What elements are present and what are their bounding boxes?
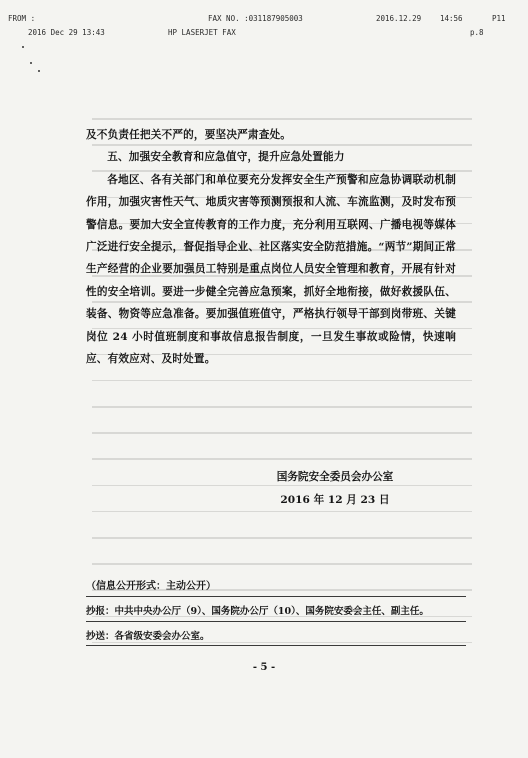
send-recipients: 各省级安委会办公室。 xyxy=(114,631,210,642)
send-line xyxy=(86,628,466,642)
cc-label: 抄报： xyxy=(86,606,115,617)
signature-date: 2016 年 12 月 23 日 xyxy=(280,494,390,506)
scan-speck xyxy=(38,70,40,72)
scan-speck xyxy=(22,46,24,48)
fax-page-code: P11 xyxy=(492,14,506,23)
fax-header-line-2 xyxy=(8,28,518,38)
page-number: - 5 - xyxy=(252,662,276,673)
send-label: 抄送： xyxy=(86,631,115,642)
fax-device: HP LASERJET FAX xyxy=(168,28,236,37)
fax-from: FROM : xyxy=(8,14,36,23)
disclosure-note: （信息公开形式：主动公开） xyxy=(86,581,216,592)
cc-recipients: 中共中央办公厅（9）、国务院办公厅（10）、国务院安委会主任、副主任。 xyxy=(114,606,429,617)
fax-time: 14:56 xyxy=(440,14,463,23)
fax-number: FAX NO. :031187905003 xyxy=(208,14,303,23)
footer-divider xyxy=(86,621,466,622)
fax-date: 2016.12.29 xyxy=(376,14,422,23)
fax-received-timestamp: 2016 Dec 29 13:43 xyxy=(28,28,105,37)
scan-speck xyxy=(30,62,32,64)
footer-divider xyxy=(86,645,466,646)
fax-page-no: p.8 xyxy=(470,28,484,37)
document-body xyxy=(86,124,456,370)
section-heading: 五、加强安全教育和应急值守，提升应急处置能力 xyxy=(107,151,345,164)
cc-line xyxy=(86,603,466,617)
section-paragraph: 各地区、各有关部门和单位要充分发挥安全生产预警和应急协调联动机制作用，加强灾害性天气、地质灾害等预测预报和人流、车流监测，及时发布预警信息。要加大安全宣传教育的工作力度，充分利用互联网、广播电视等媒体广泛进行安全提示，督促指导企业、社区落实安全防范措施。“两节”期间正常生产经营的企业要加强员工特别是重点岗位人员安全管理和教育，开展有针对性的安全培训。要进一步健全完善应急预案，抓好全地衔接，做好救援队伍、装备、物资等应急准备。要加强值班值守，严格执行领导干部到岗带班、关键岗位 24 小时值班制度和事故信息报告制度，一旦发生事故或险情，快速响应、有效应对、及时处置。 xyxy=(86,173,456,366)
signature-organization: 国务院安全委员会办公室 xyxy=(276,471,394,483)
footer-divider xyxy=(86,596,466,597)
fax-header-line-1 xyxy=(8,14,518,24)
paragraph-continuation: 及不负责任把关不严的，要坚决严肃查处。 xyxy=(86,129,292,141)
